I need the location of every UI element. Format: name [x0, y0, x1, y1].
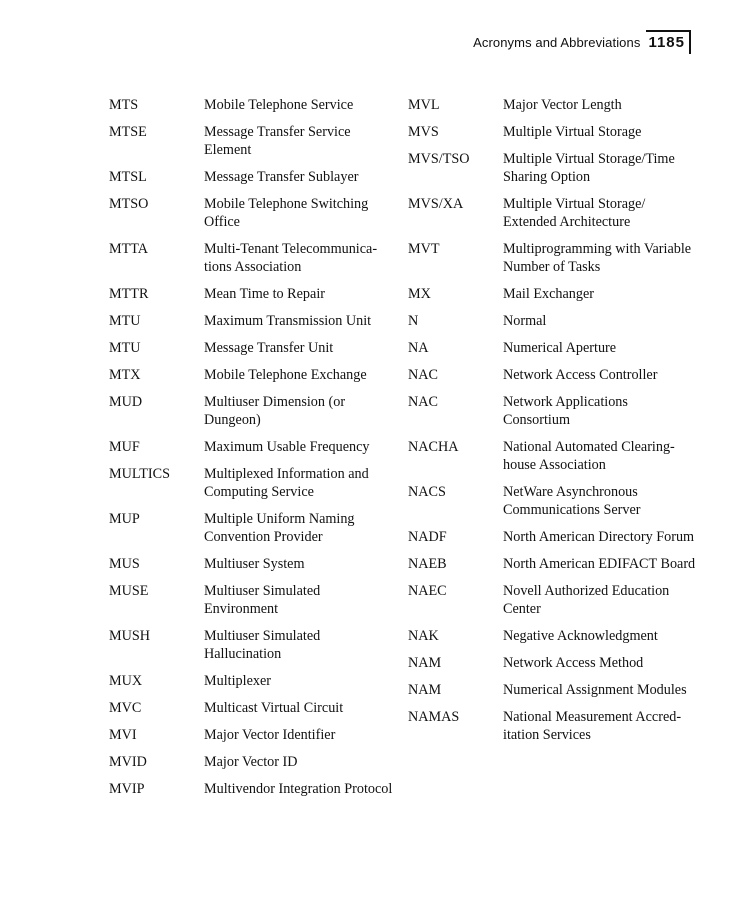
- acronym-entry: [408, 150, 699, 186]
- acronym-entry: [408, 339, 699, 357]
- acronym-entry: [109, 726, 408, 744]
- acronym-expansion: Multiuser Simulated Hallucination: [204, 628, 321, 662]
- acronym-term: N: [408, 313, 419, 329]
- acronym-entry: [408, 681, 699, 699]
- acronym-expansion: Multiprogramming with Variable Number of Tasks: [503, 241, 692, 275]
- acronym-term: NADF: [408, 529, 447, 545]
- acronym-term: MUSH: [109, 628, 150, 644]
- acronym-term: MVL: [408, 97, 440, 113]
- page-number: 1185: [648, 31, 691, 54]
- acronym-term: MVIP: [109, 781, 145, 797]
- acronym-entry: [408, 123, 699, 141]
- acronym-term: MX: [408, 286, 431, 302]
- acronym-entry: [109, 393, 408, 429]
- left-column: [109, 96, 408, 807]
- acronym-expansion: Negative Acknowledgment: [503, 628, 658, 644]
- acronym-term: MUSE: [109, 583, 149, 599]
- acronym-entry: [408, 240, 699, 276]
- acronym-entry: [109, 672, 408, 690]
- acronym-entry: [408, 708, 699, 744]
- acronym-entry: [109, 312, 408, 330]
- acronym-term: MVS: [408, 124, 439, 140]
- acronym-expansion: Numerical Assignment Modules: [503, 682, 687, 698]
- acronym-expansion: Major Vector ID: [204, 754, 298, 770]
- acronym-term: NAK: [408, 628, 439, 644]
- acronym-expansion: Multicast Virtual Circuit: [204, 700, 344, 716]
- acronym-expansion: Mean Time to Repair: [204, 286, 325, 302]
- acronym-expansion: Message Transfer Sublayer: [204, 169, 359, 185]
- acronym-term: NAMAS: [408, 709, 460, 725]
- acronym-entry: [408, 366, 699, 384]
- acronym-term: NAC: [408, 394, 438, 410]
- acronym-entry: [408, 627, 699, 645]
- acronym-entry: [109, 510, 408, 546]
- acronym-term: MTU: [109, 340, 141, 356]
- acronym-expansion: Multiuser Simulated Environment: [204, 583, 321, 617]
- acronym-list: [109, 96, 699, 807]
- acronym-term: MTX: [109, 367, 141, 383]
- acronym-entry: [109, 753, 408, 771]
- acronym-entry: [408, 438, 699, 474]
- acronym-expansion: Multiuser Dimension (or Dungeon): [204, 394, 346, 428]
- acronym-entry: [109, 555, 408, 573]
- acronym-entry: [109, 339, 408, 357]
- acronym-entry: [408, 555, 699, 573]
- running-header: [473, 30, 691, 54]
- acronym-term: MUD: [109, 394, 143, 410]
- acronym-term: MUP: [109, 511, 140, 527]
- acronym-entry: [408, 654, 699, 672]
- acronym-expansion: Normal: [503, 313, 547, 329]
- acronym-expansion: Major Vector Length: [503, 97, 622, 113]
- right-column: [408, 96, 699, 807]
- acronym-term: NAEB: [408, 556, 447, 572]
- acronym-expansion: Multiple Virtual Storage/Time Sharing Option: [503, 151, 675, 185]
- acronym-entry: [408, 285, 699, 303]
- acronym-entry: [408, 528, 699, 546]
- acronym-term: NAM: [408, 682, 442, 698]
- acronym-term: MTSE: [109, 124, 147, 140]
- acronym-entry: [408, 312, 699, 330]
- acronym-entry: [109, 366, 408, 384]
- acronym-term: MTSO: [109, 196, 149, 212]
- acronym-term: MTTR: [109, 286, 149, 302]
- acronym-expansion: Message Transfer Service Element: [204, 124, 351, 158]
- acronym-expansion: Multi-Tenant Telecommunica-tions Association: [204, 241, 378, 275]
- acronym-expansion: Multiplexer: [204, 673, 271, 689]
- acronym-entry: [109, 780, 408, 798]
- acronym-term: NACS: [408, 484, 446, 500]
- acronym-entry: [109, 123, 408, 159]
- acronym-term: MTSL: [109, 169, 147, 185]
- acronym-term: NAEC: [408, 583, 447, 599]
- acronym-entry: [109, 699, 408, 717]
- acronym-expansion: North American Directory Forum: [503, 529, 695, 545]
- acronym-expansion: National Automated Clearing-house Association: [503, 439, 675, 473]
- acronym-expansion: National Measurement Accred-itation Services: [503, 709, 682, 743]
- acronym-term: MVI: [109, 727, 137, 743]
- acronym-expansion: Multiplexed Information and Computing Service: [204, 466, 369, 500]
- acronym-term: NA: [408, 340, 429, 356]
- acronym-term: MVT: [408, 241, 440, 257]
- acronym-term: NAC: [408, 367, 438, 383]
- acronym-entry: [408, 195, 699, 231]
- acronym-expansion: Mobile Telephone Switching Office: [204, 196, 369, 230]
- acronym-entry: [408, 582, 699, 618]
- acronym-entry: [408, 483, 699, 519]
- acronym-entry: [109, 195, 408, 231]
- acronym-expansion: North American EDIFACT Board: [503, 556, 696, 572]
- acronym-entry: [109, 285, 408, 303]
- acronym-term: MTS: [109, 97, 139, 113]
- acronym-expansion: Maximum Transmission Unit: [204, 313, 372, 329]
- acronym-term: MVID: [109, 754, 147, 770]
- acronym-entry: [109, 582, 408, 618]
- acronym-expansion: Multiple Uniform Naming Convention Provider: [204, 511, 355, 545]
- acronym-term: NACHA: [408, 439, 459, 455]
- acronym-term: MVS/XA: [408, 196, 464, 212]
- acronym-expansion: Multiple Virtual Storage/ Extended Architecture: [503, 196, 646, 230]
- acronym-expansion: Multiple Virtual Storage: [503, 124, 642, 140]
- acronym-entry: [109, 465, 408, 501]
- acronym-expansion: Mobile Telephone Exchange: [204, 367, 367, 383]
- acronym-term: MUS: [109, 556, 140, 572]
- acronym-entry: [109, 627, 408, 663]
- acronym-expansion: Network Access Controller: [503, 367, 658, 383]
- acronym-term: MUX: [109, 673, 143, 689]
- acronym-expansion: Maximum Usable Frequency: [204, 439, 370, 455]
- acronym-expansion: Numerical Aperture: [503, 340, 617, 356]
- acronym-expansion: Network Applications Consortium: [503, 394, 628, 428]
- acronym-term: MUF: [109, 439, 140, 455]
- acronym-expansion: Mail Exchanger: [503, 286, 594, 302]
- running-header-title: Acronyms and Abbreviations: [473, 35, 641, 50]
- acronym-expansion: Multivendor Integration Protocol: [204, 781, 393, 797]
- acronym-term: NAM: [408, 655, 442, 671]
- acronym-term: MVS/TSO: [408, 151, 470, 167]
- acronym-expansion: Novell Authorized Education Center: [503, 583, 670, 617]
- acronym-expansion: Network Access Method: [503, 655, 644, 671]
- acronym-expansion: NetWare Asynchronous Communications Server: [503, 484, 641, 518]
- acronym-expansion: Major Vector Identifier: [204, 727, 336, 743]
- acronym-expansion: Message Transfer Unit: [204, 340, 334, 356]
- acronym-expansion: Mobile Telephone Service: [204, 97, 354, 113]
- acronym-term: MTU: [109, 313, 141, 329]
- acronym-term: MVC: [109, 700, 142, 716]
- acronym-entry: [109, 96, 408, 114]
- acronym-entry: [408, 96, 699, 114]
- acronym-entry: [109, 240, 408, 276]
- acronym-entry: [109, 168, 408, 186]
- acronym-entry: [109, 438, 408, 456]
- acronym-entry: [408, 393, 699, 429]
- acronym-term: MTTA: [109, 241, 149, 257]
- acronym-expansion: Multiuser System: [204, 556, 305, 572]
- acronym-term: MULTICS: [109, 466, 170, 482]
